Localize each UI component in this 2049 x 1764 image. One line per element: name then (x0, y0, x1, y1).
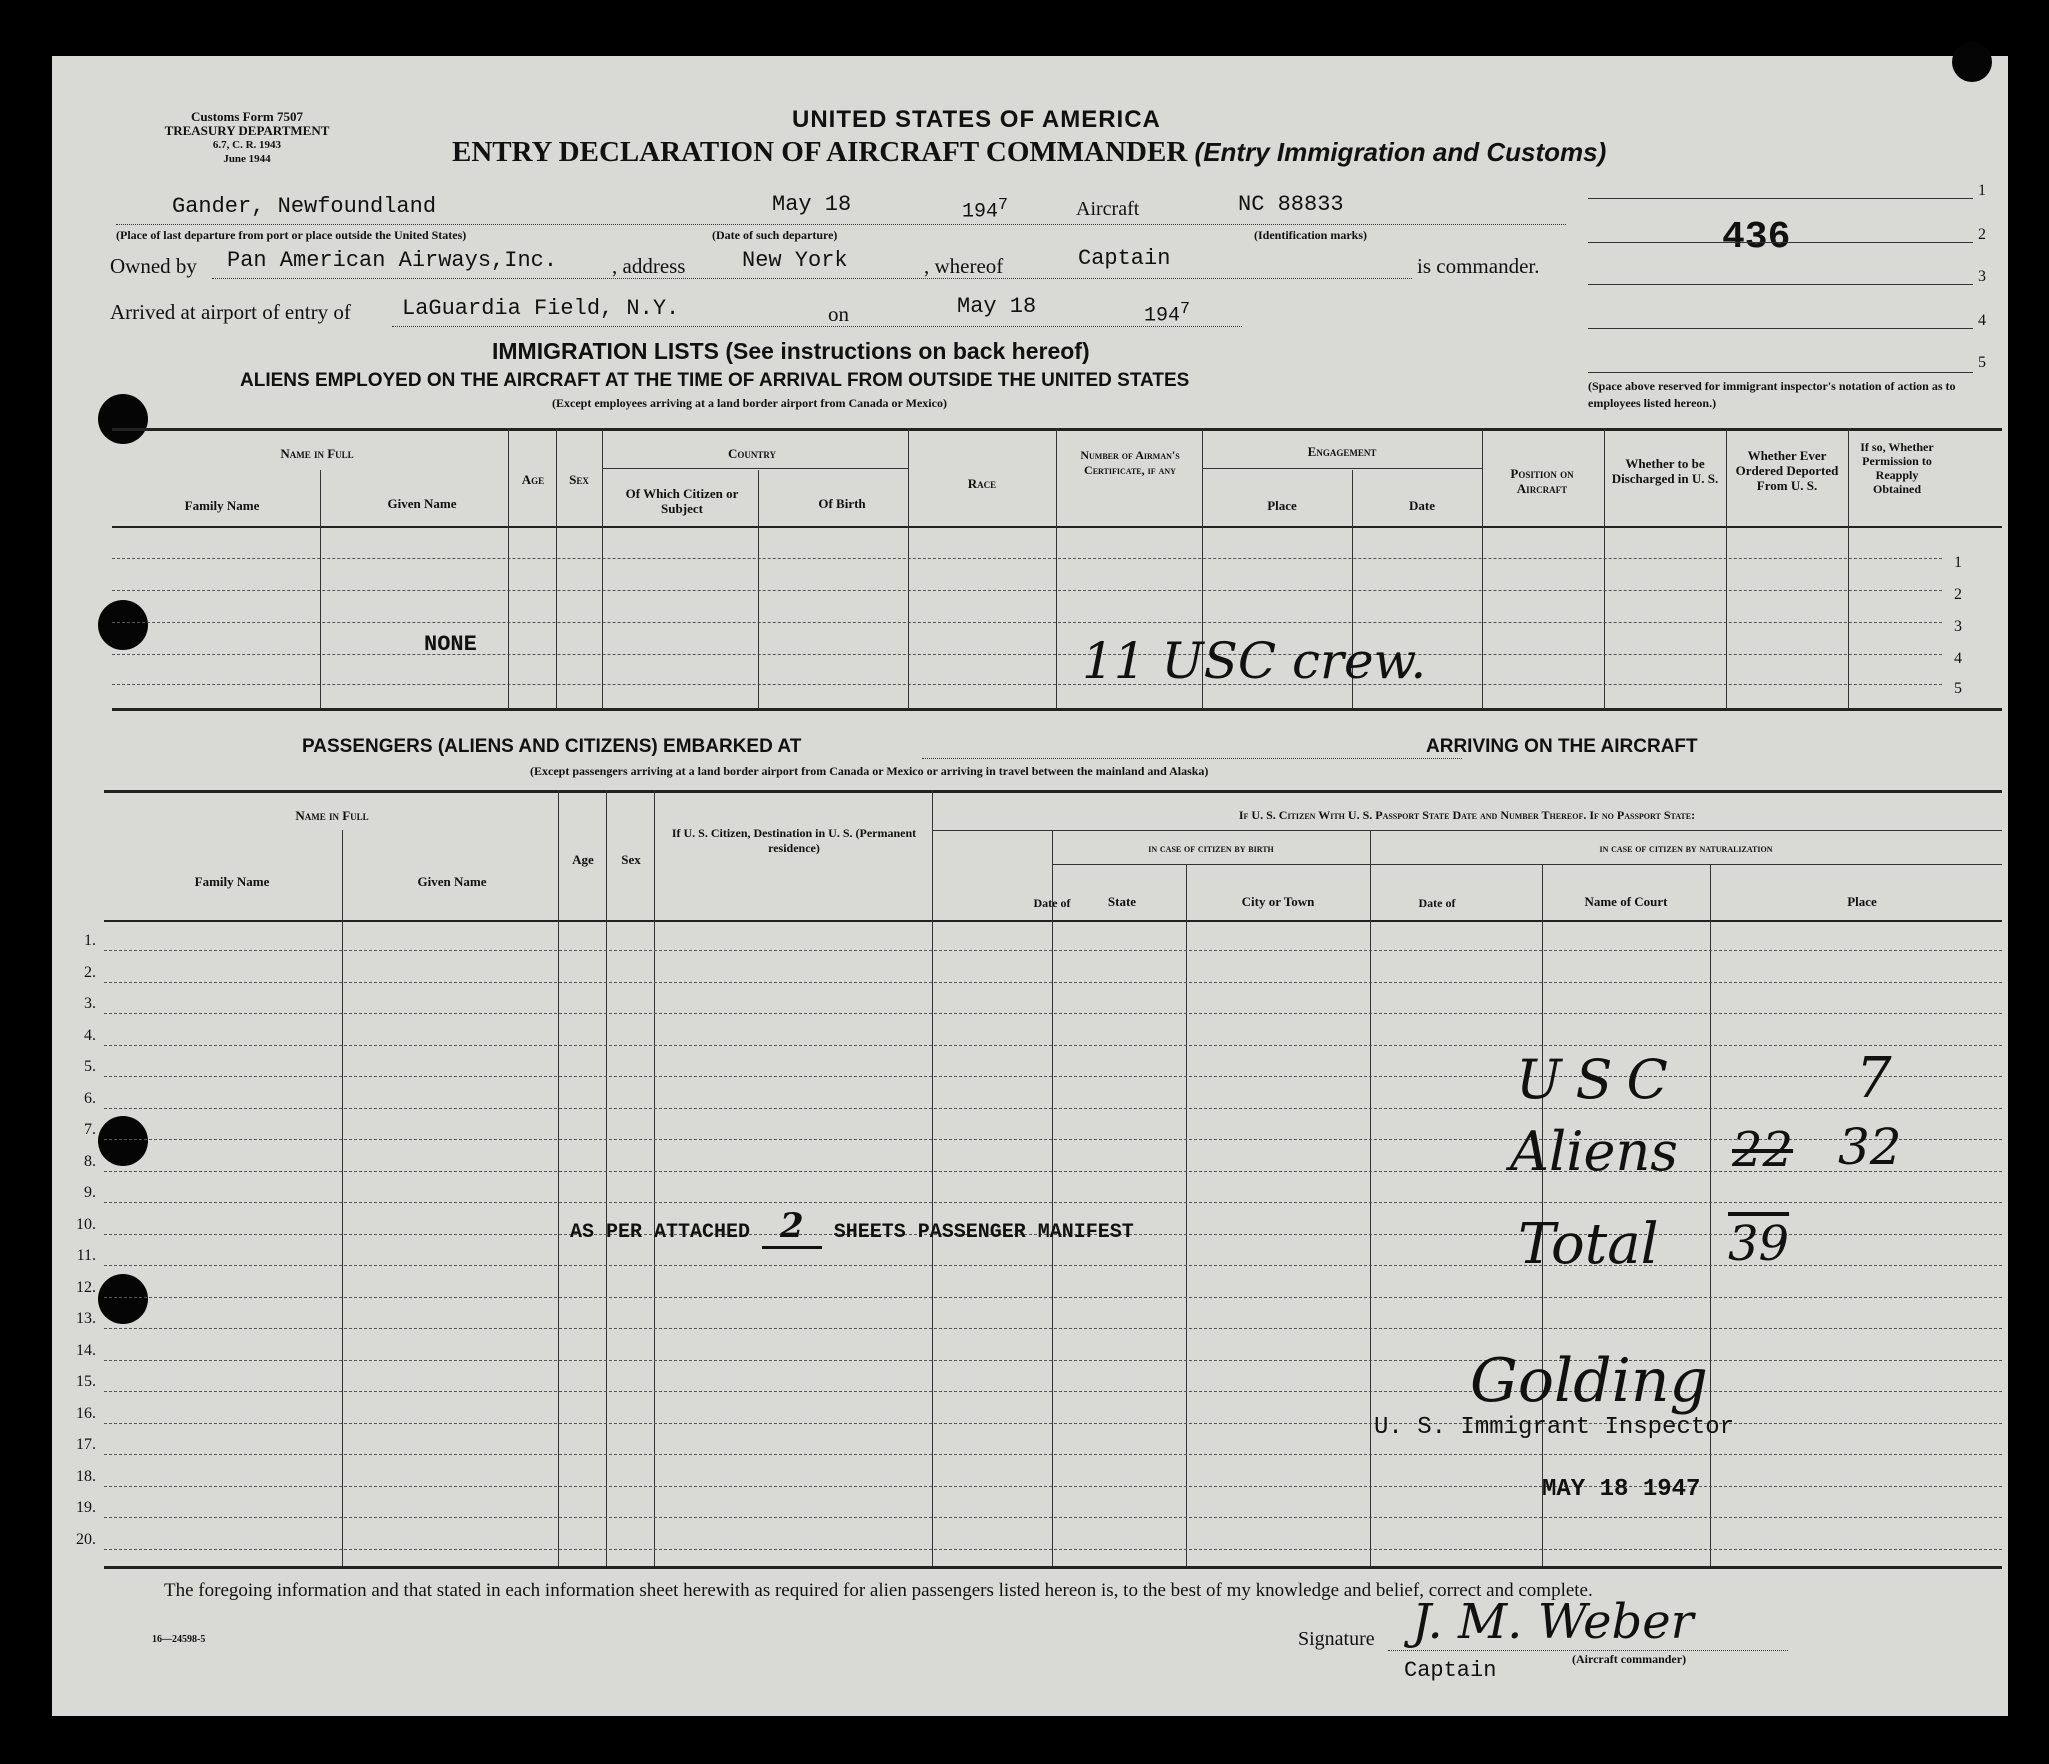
pax-header-age: Age (572, 852, 594, 867)
manifest-suffix: SHEETS PASSENGER MANIFEST (833, 1221, 1134, 1244)
arrival-label: Arrived at airport of entry of (110, 300, 351, 324)
punch-hole (1952, 42, 1992, 82)
inspector-box-caption: (Space above reserved for immigrant inspector's notation of action as to employees listed hereon.) (1588, 379, 1956, 410)
pax-header-state: State (1107, 894, 1137, 909)
passenger-row-number: 20. (76, 1530, 96, 1548)
crew-header-name: Name in Full (280, 446, 354, 461)
passenger-row-number: 18. (76, 1467, 96, 1485)
crew-header-race: Race (967, 476, 997, 491)
commander-signature-title: Captain (1404, 1658, 1497, 1683)
passenger-row-line (104, 1076, 2002, 1077)
passenger-row-line (104, 1549, 2002, 1550)
owner-address-label: , address (612, 254, 686, 278)
passenger-row-number: 5. (84, 1058, 96, 1075)
passenger-row-line (104, 1328, 2002, 1329)
departure-date-caption: (Date of such departure) (712, 228, 838, 242)
tally-total-label: Total (1518, 1212, 1659, 1277)
pax-header-by-naturalization: in case of citizen by naturalization (1599, 843, 1773, 855)
crew-row-number: 5 (1954, 680, 1962, 697)
arrival-year-digit: 7 (1180, 300, 1191, 319)
passenger-row-line (104, 950, 2002, 951)
crew-row-number: 4 (1954, 650, 1962, 667)
pax-header-by-birth: in case of citizen by birth (1148, 843, 1274, 855)
form-title (452, 136, 1606, 169)
aircraft-caption: (Identification marks) (1254, 228, 1367, 242)
pax-header-destination: If U. S. Citizen, Destination in U. S. (Permanent residence) (671, 826, 917, 855)
tally-aliens-struck: 22 (1732, 1122, 1794, 1178)
crew-header-of-birth: Of Birth (818, 496, 866, 511)
crew-header-permission: If so, Whether Permission to Reapply Obtained (1860, 440, 1934, 496)
owner-label: Owned by (110, 254, 197, 278)
passenger-row-number: 1. (84, 932, 96, 949)
declaration-form-page (52, 56, 2008, 1716)
inspector-line-number: 5 (1978, 354, 1986, 371)
passengers-title-left: PASSENGERS (ALIENS AND CITIZENS) EMBARKED AT (302, 736, 802, 757)
pax-header-city: City or Town (1241, 894, 1315, 909)
passenger-row-number: 8. (84, 1152, 96, 1170)
departure-date: May 18 (772, 192, 852, 217)
passenger-row-line (104, 1391, 2002, 1392)
aircraft-id: NC 88833 (1238, 192, 1344, 217)
is-commander-label: is commander. (1417, 254, 1540, 278)
departure-place: Gander, Newfoundland (172, 194, 437, 219)
arrival-airport: LaGuardia Field, N.Y. (402, 296, 680, 321)
immigration-title: IMMIGRATION LISTS (See instructions on back hereof) (492, 338, 1090, 364)
signature-caption: (Aircraft commander) (1572, 1652, 1687, 1666)
pax-header-date-nat: Date of (1418, 896, 1456, 910)
manifest-count: 2 (762, 1206, 822, 1249)
aircraft-label: Aircraft (1076, 198, 1140, 220)
immigration-subtitle: ALIENS EMPLOYED ON THE AIRCRAFT AT THE TIME OF ARRIVAL FROM OUTSIDE THE UNITED STATES (240, 370, 1190, 391)
tally-usc-value: 7 (1856, 1046, 1892, 1111)
inspector-line-number: 2 (1978, 226, 1986, 243)
crew-header-engagement: Engagement (1307, 444, 1377, 459)
passenger-row-number: 16. (76, 1404, 96, 1422)
passenger-row-number: 9. (84, 1184, 96, 1201)
inspector-signature: Golding (1470, 1346, 1708, 1416)
signature-label: Signature (1298, 1628, 1375, 1650)
passenger-row-number: 14. (76, 1341, 96, 1359)
crew-entry-none: NONE (424, 632, 477, 657)
pax-header-family: Family Name (194, 874, 270, 889)
passenger-row-number: 17. (76, 1436, 96, 1453)
owner-name: Pan American Airways,Inc. (227, 248, 558, 273)
form-id (112, 110, 382, 166)
passenger-row-number: 19. (76, 1499, 96, 1516)
passenger-row-number: 15. (76, 1373, 96, 1390)
crew-header-place: Place (1267, 498, 1297, 513)
owner-whereof-label: , whereof (924, 254, 1004, 278)
passengers-note: (Except passengers arriving at a land border airport from Canada or Mexico or arriving in travel between the mainland and Alaska) (530, 764, 1209, 778)
passenger-row-line (104, 1486, 2002, 1487)
manifest-note (570, 1206, 1134, 1246)
passenger-row-number: 11. (76, 1247, 96, 1264)
inspector-line-number: 3 (1978, 268, 1986, 285)
country-title: UNITED STATES OF AMERICA (792, 106, 1161, 133)
pax-header-name: Name in Full (295, 808, 369, 823)
tally-total-value: 39 (1728, 1216, 1790, 1272)
departure-year-digit: 7 (998, 196, 1009, 215)
crew-header-date: Date (1409, 498, 1435, 513)
form-department: TREASURY DEPARTMENT (164, 123, 330, 138)
inspector-stamp-date: MAY 18 1947 (1542, 1476, 1701, 1503)
passenger-row-line (104, 1108, 2002, 1109)
passenger-row-number: 10. (76, 1215, 96, 1233)
passenger-row-number: 6. (84, 1089, 96, 1107)
passenger-row-line (104, 1517, 2002, 1518)
owner-address: New York (742, 248, 848, 273)
passenger-row-number: 12. (76, 1278, 96, 1296)
inspector-line-number: 1 (1978, 182, 1986, 199)
print-code: 16—24598-5 (152, 1634, 206, 1645)
crew-header-discharged: Whether to be Discharged in U. S. (1611, 456, 1719, 486)
passenger-row-line (104, 1171, 2002, 1172)
crew-row-number: 2 (1954, 586, 1962, 603)
declaration-text: The foregoing information and that stated in each information sheet herewith as required for alien passengers listed hereon is, to the best of my knowledge and belief, correct and complete. (164, 1580, 1593, 1601)
commander-signature: J. M. Weber (1412, 1594, 1694, 1650)
passenger-row-line (104, 1013, 2002, 1014)
departure-place-caption: (Place of last departure from port or place outside the United States) (116, 228, 467, 242)
pax-header-court: Name of Court (1584, 894, 1668, 909)
punch-hole (98, 600, 148, 650)
crew-header-deported: Whether Ever Ordered Deported From U. S. (1735, 448, 1839, 493)
manifest-prefix: AS PER ATTACHED (570, 1221, 751, 1244)
punch-hole (98, 1274, 148, 1324)
arrival-year (1144, 300, 1190, 328)
passenger-row-line (104, 1265, 2002, 1266)
tally-usc-label: USC (1516, 1048, 1682, 1111)
passenger-row-line (104, 982, 2002, 983)
passenger-row-line (104, 1045, 2002, 1046)
passengers-title-right: ARRIVING ON THE AIRCRAFT (1426, 736, 1698, 757)
passenger-row-number: 3. (84, 995, 96, 1012)
pax-header-passport: If U. S. Citizen With U. S. Passport State Date and Number Thereof. If no Passport State: (1238, 808, 1696, 822)
crew-header-country: Country (727, 446, 777, 461)
crew-header-given: Given Name (387, 496, 457, 511)
passenger-row-number: 7. (84, 1121, 96, 1138)
tally-aliens-value: 32 (1838, 1118, 1902, 1176)
passenger-row-number: 13. (76, 1310, 96, 1327)
crew-handwritten-note: 11 USC crew. (1082, 632, 1427, 690)
arrival-date: May 18 (957, 294, 1037, 319)
passenger-row-line (104, 1297, 2002, 1298)
pax-header-sex: Sex (621, 852, 641, 867)
departure-year (962, 196, 1008, 224)
passenger-row-number: 4. (84, 1026, 96, 1044)
inspector-title: U. S. Immigrant Inspector (1374, 1414, 1735, 1441)
form-regulation: 6.7, C. R. 1943 (212, 139, 282, 151)
inspector-box-number: 436 (1722, 216, 1791, 259)
inspector-line-number: 4 (1978, 312, 1986, 329)
crew-row-number: 1 (1954, 554, 1962, 571)
crew-header-sex: Sex (569, 472, 589, 487)
passenger-row-number: 2. (84, 963, 96, 981)
crew-header-family: Family Name (184, 498, 260, 513)
crew-header-position: Position on Aircraft (1510, 466, 1574, 496)
crew-header-age: Age (521, 472, 545, 487)
passenger-row-line (104, 1360, 2002, 1361)
arrival-on-label: on (828, 302, 849, 326)
arrival-year-prefix: 194 (1144, 304, 1181, 328)
passenger-row-line (104, 1454, 2002, 1455)
tally-aliens-label: Aliens (1510, 1120, 1678, 1183)
punch-hole (98, 1116, 148, 1166)
immigration-note: (Except employees arriving at a land border airport from Canada or Mexico) (552, 396, 947, 410)
commander-title: Captain (1078, 246, 1171, 271)
form-title-main: ENTRY DECLARATION OF AIRCRAFT COMMANDER (452, 136, 1188, 168)
pax-header-date-birth: Date of (1033, 896, 1071, 910)
form-date: June 1944 (223, 153, 271, 165)
form-number: Customs Form 7507 (191, 109, 303, 124)
crew-row-number: 3 (1954, 618, 1962, 635)
crew-header-airman-cert: Number of Airman's Certificate, if any (1080, 448, 1180, 477)
passenger-row-line (104, 1139, 2002, 1140)
form-title-suffix: (Entry Immigration and Customs) (1194, 137, 1607, 167)
passenger-row-line (104, 1202, 2002, 1203)
pax-header-given: Given Name (417, 874, 487, 889)
pax-header-place: Place (1847, 894, 1877, 909)
departure-year-prefix: 194 (962, 200, 999, 224)
crew-header-citizen-of: Of Which Citizen or Subject (625, 486, 739, 516)
punch-hole (98, 394, 148, 444)
